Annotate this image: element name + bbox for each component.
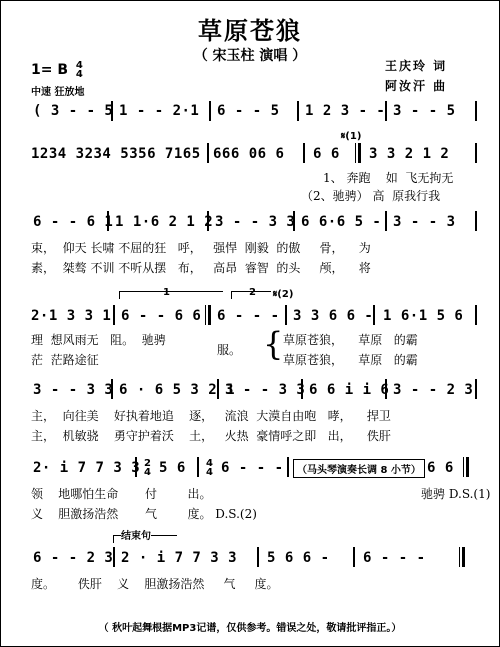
measure: 6 6·6 5 - (301, 214, 382, 230)
barline (111, 379, 113, 399)
repeat-barline (463, 457, 469, 477)
barline (293, 211, 295, 231)
volta-bracket-1-edge (119, 291, 120, 299)
barline (301, 379, 303, 399)
lyric-line-1: 主， 向往美 好执着地追 逐， 流浪 大漠自由咆 哮， 捍卫 (31, 409, 391, 423)
barline (297, 101, 299, 121)
barline (209, 101, 211, 121)
barline (197, 457, 199, 477)
barline (475, 379, 477, 399)
lyric-line-2: 主， 机敏骁 勇守护着沃 土， 火热 豪情呼之即 出， 佚肝 (31, 429, 391, 443)
lyric-mid: 服。 (217, 343, 242, 357)
transcription-note: （ 秋叶起舞根据MP3记谱，仅供参考。错误之处，敬请批评指正。） (98, 623, 402, 634)
segno-sign: 𝄋(2) (273, 289, 294, 300)
measure: 1 2 3 - - (305, 103, 386, 119)
measure: 1 6·1 5 6 (383, 308, 464, 324)
barline (113, 547, 115, 567)
volta-bracket-1 (119, 291, 223, 292)
measure: 5 6 6 - (267, 550, 330, 566)
lyric-line-1: 束， 仰天 长啸 不屈的狂 呼， 强悍 刚毅 的傲 骨， 为 (31, 241, 371, 255)
final-barline (459, 547, 465, 567)
time-signature-change: 2 4 (144, 458, 151, 478)
barline (111, 101, 113, 121)
ending-label: 结束句 (121, 527, 151, 542)
time-signature: 4 4 (75, 60, 83, 80)
barline (353, 547, 355, 567)
measure: 5 6 (159, 460, 186, 476)
barline (113, 305, 115, 325)
measure: 3 - - 3 (393, 214, 456, 230)
instrumental-interlude-box: （马头琴演奏长调 8 小节） (293, 459, 425, 478)
measure: 6 · 6 5 3 2 1 (119, 382, 236, 398)
key-signature (31, 61, 83, 79)
measure: 6 6 (313, 146, 340, 162)
time-signature-change: 4 4 (206, 458, 213, 478)
measure: 3 - - 3 3 (215, 214, 296, 230)
lyric-line-1: 领 地哪怕生命 付 出。 (31, 487, 212, 501)
barline (303, 143, 305, 163)
measure: 3 - - 2 3 (393, 382, 474, 398)
barline (475, 305, 477, 325)
barline (475, 143, 477, 163)
measure: 666 06 6 (213, 146, 285, 162)
barline (475, 211, 477, 231)
measure: 6 - - - (363, 550, 426, 566)
barline (385, 379, 387, 399)
barline (287, 457, 289, 477)
measure: 1 - - 2·1 (119, 103, 200, 119)
barline (385, 101, 387, 121)
barline (385, 211, 387, 231)
barline (285, 305, 287, 325)
measure: 6 - - - (217, 308, 280, 324)
lyric-line-2: 茫 茫路途征 (31, 353, 99, 367)
volta-2-label: 2 (249, 287, 256, 298)
measure: 6 - - 2 3 (33, 550, 114, 566)
measure: 3 3 2 1 2 (369, 146, 450, 162)
measure: 3 - - 5 (393, 103, 456, 119)
song-title: 草原苍狼 (198, 17, 302, 45)
key-label: 1= B (31, 62, 69, 78)
measure: 6 6 (427, 460, 454, 476)
barline (107, 211, 109, 231)
measure: 6 - - 6 6 (121, 308, 202, 324)
repeat-barline (355, 143, 361, 163)
lyric-line-1: 理 想风雨无 阻。 驰骋 (31, 333, 166, 347)
barline (135, 457, 137, 477)
measure: 6 - - 5 (217, 103, 280, 119)
barline (475, 101, 477, 121)
lyric-right-1: 草原苍狼， 草原 的霸 (283, 333, 418, 347)
measure: 3 - - 3 3 (225, 382, 306, 398)
lyric-brace: { (263, 325, 284, 363)
singer-credit: （ 宋玉柱 演唱 ） (193, 48, 307, 64)
lyric-right-1: 驰骋 D.S.(1) (421, 487, 491, 501)
measure: 6 6 i i 6 (309, 382, 390, 398)
lyric-right-2: 草原苍狼， 草原 的霸 (283, 353, 418, 367)
barline (207, 211, 209, 231)
measure: 6 - - - (221, 460, 284, 476)
barline (217, 379, 219, 399)
barline (373, 305, 375, 325)
lyricist-credit: 王庆玲 词 (385, 59, 448, 73)
segno-sign: 𝄋(1) (341, 131, 362, 142)
measure: 1 1·6 2 1 2 (115, 214, 214, 230)
lyric-line-2: 义 胆激扬浩然 气 度。 D.S.(2) (31, 507, 257, 521)
lyric-line-2: （2、驰骋） 高 原我行我 (301, 189, 441, 203)
measure: 2· i 7 7 3 3 (33, 460, 141, 476)
volta-1-label: 1 (163, 287, 170, 298)
lyric-line-1: 度。 佚肝 义 胆激扬浩然 气 度。 (31, 577, 279, 591)
lyric-line-1: 1、 奔跑 如 飞无拘无 (323, 171, 454, 185)
measure: ( 3 - - 5 (33, 103, 114, 119)
measure: 1234 3234 5356 7165 (31, 146, 201, 162)
measure: 3 - - 3 3 (33, 382, 114, 398)
measure: 2·1 3 3 1 (31, 308, 112, 324)
lyric-line-2: 素， 桀骜 不训 不听从摆 布， 高昂 睿智 的头 颅， 将 (31, 261, 371, 275)
barline (207, 143, 209, 163)
measure: 2 · i 7 7 3 3 (121, 550, 238, 566)
measure: 6 - - 6 1 (33, 214, 114, 230)
composer-credit: 阿汝汗 曲 (385, 79, 448, 93)
tempo-marking: 中速 狂放地 (31, 87, 85, 98)
volta-bracket-2-edge (231, 291, 232, 299)
measure: 3 3 6 6 - (293, 308, 374, 324)
repeat-barline (205, 305, 211, 325)
ending-bracket-edge (113, 535, 114, 543)
barline (257, 547, 259, 567)
